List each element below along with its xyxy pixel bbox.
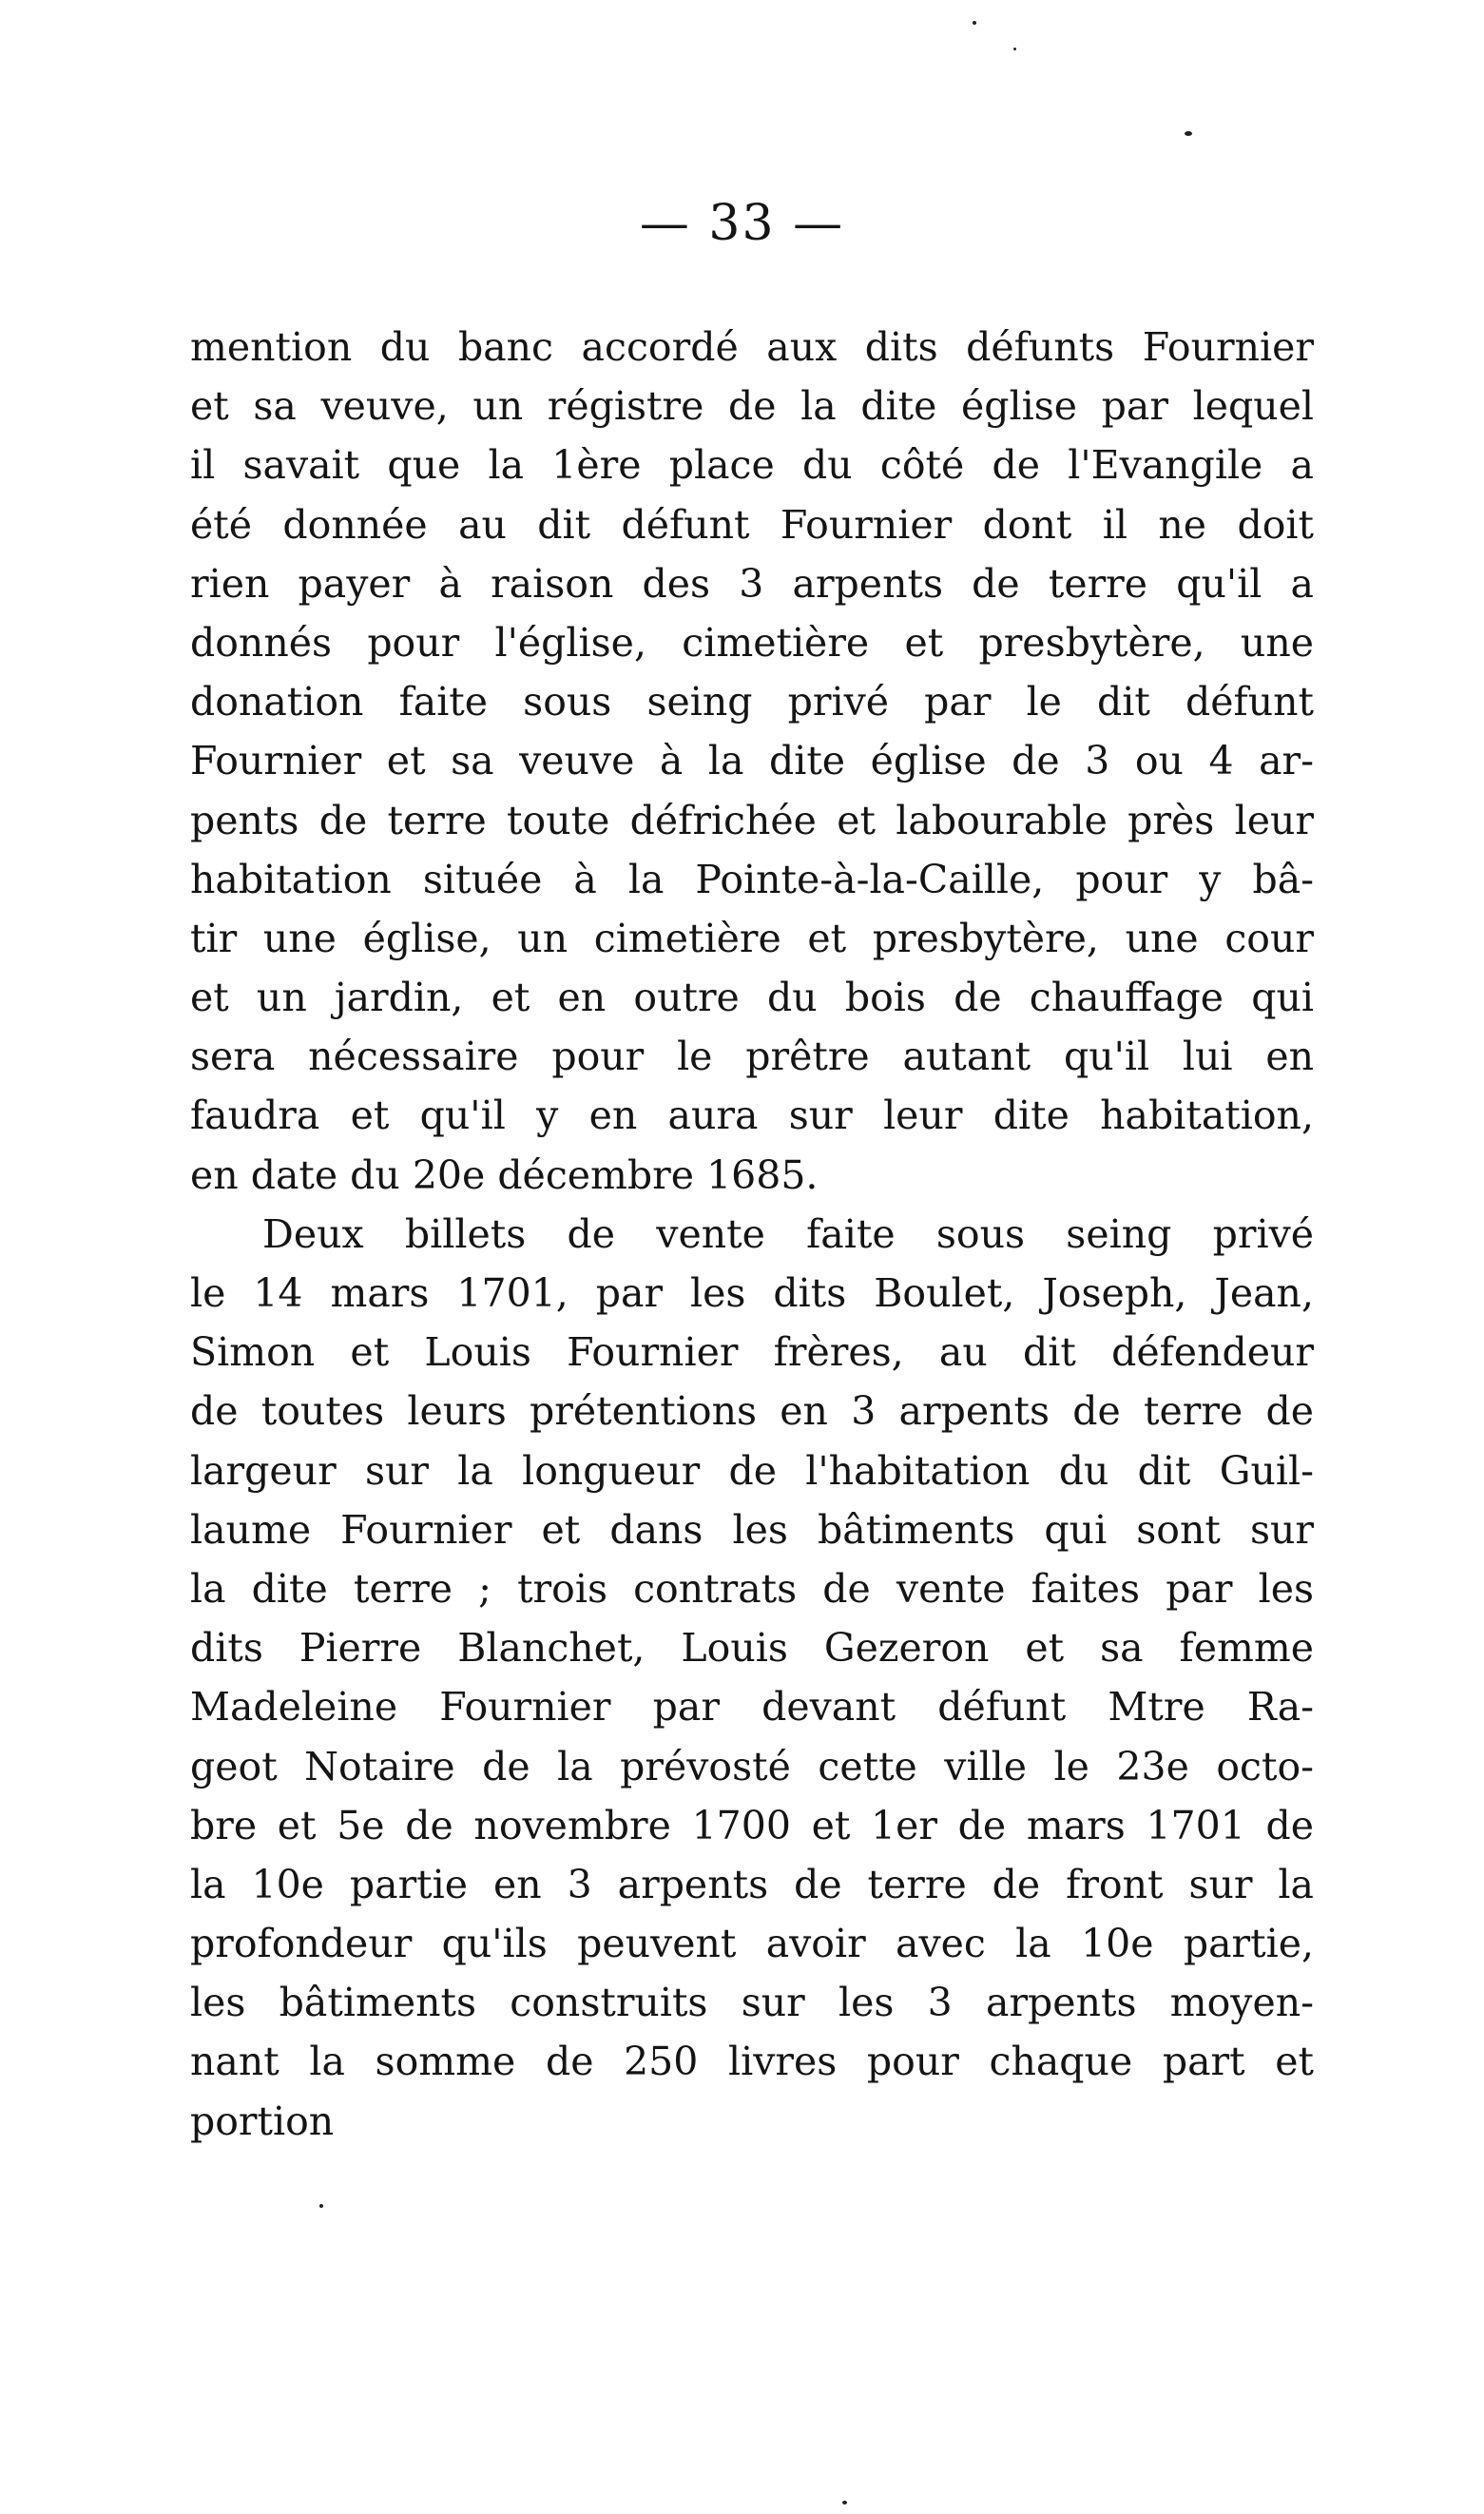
scan-speck [319,2204,323,2208]
text-line: dits Pierre Blanchet, Louis Gezeron et sa femme [190,1625,1314,1672]
scan-speck [1185,131,1192,136]
text-line: et sa veuve, un régistre de la dite église par lequel [190,383,1314,430]
text-line: été donnée au dit défunt Fournier dont il ne doit [190,501,1314,548]
text-line: mention du banc accordé aux dits défunts Fournier [190,324,1314,370]
text-line: Fournier et sa veuve à la dite église de 3 ou 4 ar- [190,738,1314,784]
scan-speck [973,21,976,25]
text-line: faudra et qu'il y en aura sur leur dite habitation, [190,1093,1314,1139]
text-line: et un jardin, et en outre du bois de chauffage qui [190,975,1314,1021]
text-line: la dite terre ; trois contrats de vente faites par les [190,1565,1314,1612]
text-line: il savait que la 1ère place du côté de l'Evangile a [190,442,1314,489]
paragraph-2 [190,1205,1314,2151]
text-line: nant la somme de 250 livres pour chaque part et [190,2039,1314,2085]
body-text [190,318,1314,2151]
text-line: portion [190,2098,335,2144]
text-line: tir une église, un cimetière et presbytère, une cour [190,915,1314,961]
text-line: profondeur qu'ils peuvent avoir avec la 10e partie, [190,1921,1314,1967]
text-line: geot Notaire de la prévosté cette ville le 23e octo- [190,1743,1314,1789]
text-line: la 10e partie en 3 arpents de terre de front sur la [190,1861,1314,1907]
text-line: de toutes leurs prétentions en 3 arpents de terre de [190,1388,1314,1435]
text-line: laume Fournier et dans les bâtiments qui sont sur [190,1506,1314,1553]
text-line: sera nécessaire pour le prêtre autant qu'il lui en [190,1034,1314,1080]
text-line: rien payer à raison des 3 arpents de terre qu'il a [190,560,1314,607]
text-line: les bâtiments construits sur les 3 arpents moyen- [190,1980,1314,2026]
text-line: bre et 5e de novembre 1700 et 1er de mars 1701 de [190,1802,1314,1848]
scan-speck [1013,48,1016,50]
text-line: Simon et Louis Fournier frères, au dit défendeur [190,1329,1314,1376]
scan-speck [842,2501,847,2504]
paragraph-1 [190,318,1314,1205]
text-line: donnés pour l'église, cimetière et presbytère, une [190,619,1314,666]
text-line: donation faite sous seing privé par le dit défunt [190,679,1314,725]
text-line: le 14 mars 1701, par les dits Boulet, Joseph, Jean, [190,1270,1314,1316]
text-line: pents de terre toute défrichée et labourable près leur [190,797,1314,843]
text-line: habitation située à la Pointe-à-la-Caille, pour y bâ- [190,856,1314,902]
page-number: — 33 — [639,195,845,252]
text-line: en date du 20e décembre 1685. [190,1151,819,1198]
text-line: Deux billets de vente faite sous seing privé [262,1210,1314,1257]
text-line: largeur sur la longueur de l'habitation du dit Guil- [190,1447,1314,1494]
text-line: Madeleine Fournier par devant défunt Mtre Ra- [190,1684,1314,1731]
